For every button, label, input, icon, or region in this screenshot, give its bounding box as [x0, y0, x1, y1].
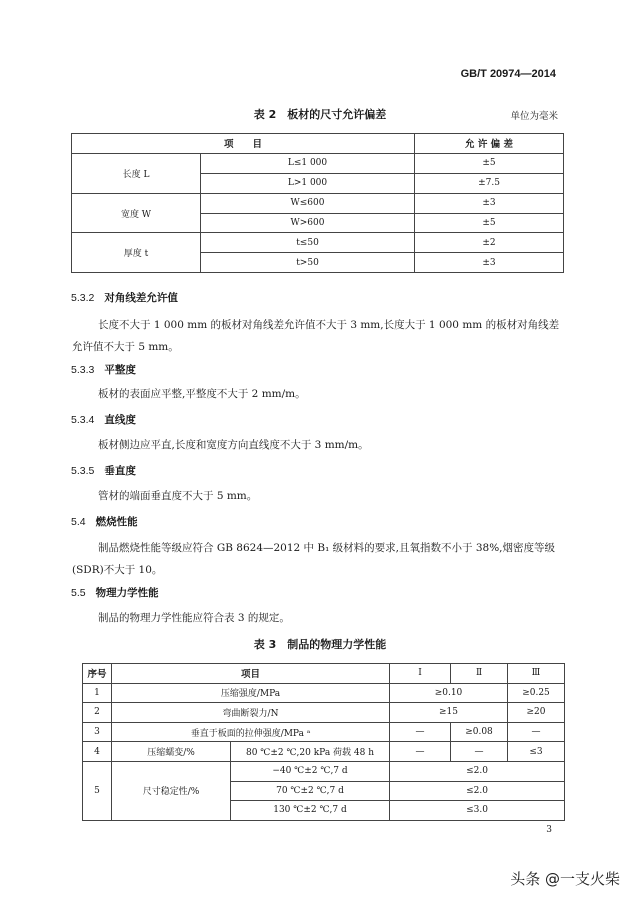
watermark-text: 头条 @一支火柴	[510, 870, 620, 888]
section-5-4-heading	[71, 514, 138, 529]
table3-value: ≥15	[390, 703, 508, 723]
table2-cond: W>600	[201, 213, 415, 233]
section-5-5-text	[98, 607, 568, 629]
table3	[82, 663, 565, 821]
section-5-3-5-text	[98, 485, 568, 507]
paragraph-line: 板材的表面应平整,平整度不大于 2 mm/m。	[98, 388, 306, 400]
table3-value: ≤3	[508, 742, 565, 762]
table3-item: 弯曲断裂力/N	[112, 703, 390, 723]
section-number: 5.3.2	[71, 292, 95, 304]
table3-no: 2	[83, 703, 112, 723]
table2-unit: 单位为毫米	[510, 111, 558, 122]
table2-cond: L>1 000	[201, 173, 415, 193]
table2-tol: ±2	[415, 233, 564, 253]
paragraph-line: 允许值不大于 5 mm。	[72, 341, 179, 353]
table2-group-label: 厚度 t	[72, 233, 201, 273]
table3-value: ≥0.08	[451, 722, 508, 742]
table3-value: —	[390, 742, 451, 762]
table3-item: 尺寸稳定性/%	[112, 761, 231, 820]
section-number: 5.5	[71, 587, 86, 599]
table3-item: 压缩强度/MPa	[112, 683, 390, 703]
table3-value: ≥20	[508, 703, 565, 723]
table3-value: ≤3.0	[390, 801, 565, 821]
table-row	[83, 703, 565, 723]
paragraph-line: 长度不大于 1 000 mm 的板材对角线差允许值不大于 3 mm,长度大于 1 000 mm 的板材对角线差	[98, 319, 560, 331]
table2-cond: t>50	[201, 253, 415, 273]
paragraph-line: 板材侧边应平直,长度和宽度方向直线度不大于 3 mm/m。	[98, 439, 369, 451]
section-title: 平整度	[104, 364, 136, 376]
table2-cond: t≤50	[201, 233, 415, 253]
table3-header-grade-3: Ⅲ	[508, 664, 565, 684]
section-5-3-2-text	[72, 314, 568, 358]
table3-cond: −40 ℃±2 ℃,7 d	[231, 761, 390, 781]
section-title: 燃烧性能	[95, 516, 138, 528]
table3-cond: 130 ℃±2 ℃,7 d	[231, 801, 390, 821]
table2-tol: ±3	[415, 193, 564, 213]
section-title: 直线度	[104, 414, 136, 426]
section-5-3-3-text	[98, 383, 568, 405]
section-5-3-2-heading	[71, 290, 178, 305]
table2-tol: ±3	[415, 253, 564, 273]
table3-value: ≥0.10	[390, 683, 508, 703]
table-row	[83, 722, 565, 742]
section-number: 5.4	[71, 516, 86, 528]
page-number: 3	[546, 825, 552, 835]
table-row	[83, 683, 565, 703]
paragraph-line: 制品燃烧性能等级应符合 GB 8624—2012 中 B₁ 级材料的要求,且氧指数不小于 38%,烟密度等级	[98, 542, 556, 554]
section-title: 对角线差允许值	[104, 292, 178, 304]
section-5-5-heading	[71, 585, 159, 600]
table3-item: 垂直于板面的拉伸强度/MPa ᵃ	[112, 722, 390, 742]
table2-header-item: 项 目	[72, 134, 415, 154]
section-5-3-5-heading	[71, 463, 136, 478]
section-5-3-4-text	[98, 434, 568, 456]
table3-no: 3	[83, 722, 112, 742]
table3-header-grade-1: Ⅰ	[390, 664, 451, 684]
table3-cond: 80 ℃±2 ℃,20 kPa 荷载 48 h	[231, 742, 390, 762]
table-row	[83, 761, 565, 781]
table3-header-item: 项目	[112, 664, 390, 684]
section-number: 5.3.4	[71, 414, 95, 426]
table2-cond: L≤1 000	[201, 153, 415, 173]
table3-item: 压缩蠕变/%	[112, 742, 231, 762]
table3-no: 1	[83, 683, 112, 703]
paragraph-line: 制品的物理力学性能应符合表 3 的规定。	[98, 612, 290, 624]
table2-group-label: 宽度 W	[72, 193, 201, 233]
paragraph-line: (SDR)不大于 10。	[72, 564, 163, 576]
section-title: 物理力学性能	[95, 587, 159, 599]
table-row	[83, 742, 565, 762]
table3-value: ≤2.0	[390, 761, 565, 781]
section-5-3-4-heading	[71, 412, 136, 427]
table3-title: 表 3 制品的物理力学性能	[253, 638, 387, 651]
table3-no: 4	[83, 742, 112, 762]
table3-value: —	[451, 742, 508, 762]
table3-header-grade-2: Ⅱ	[451, 664, 508, 684]
table2-group-label: 长度 L	[72, 153, 201, 193]
section-title: 垂直度	[104, 465, 136, 477]
section-number: 5.3.5	[71, 465, 95, 477]
section-5-4-text	[72, 537, 568, 581]
table2-tol: ±5	[415, 153, 564, 173]
section-number: 5.3.3	[71, 364, 95, 376]
table2	[71, 133, 564, 273]
table3-cond: 70 ℃±2 ℃,7 d	[231, 781, 390, 801]
table2-tol: ±5	[415, 213, 564, 233]
paragraph-line: 管材的端面垂直度不大于 5 mm。	[98, 490, 258, 502]
table-row	[72, 193, 564, 213]
table-row	[72, 233, 564, 253]
table3-value: —	[390, 722, 451, 742]
table2-cond: W≤600	[201, 193, 415, 213]
table3-no: 5	[83, 761, 112, 820]
table3-value: —	[508, 722, 565, 742]
table3-value: ≤2.0	[390, 781, 565, 801]
table3-header-no: 序号	[83, 664, 112, 684]
section-5-3-3-heading	[71, 362, 136, 377]
standard-code: GB/T 20974—2014	[460, 68, 556, 80]
table3-value: ≥0.25	[508, 683, 565, 703]
table2-title: 表 2 板材的尺寸允许偏差	[253, 108, 387, 121]
table2-header-tolerance: 允 许 偏 差	[415, 134, 564, 154]
table2-tol: ±7.5	[415, 173, 564, 193]
table-row	[72, 153, 564, 173]
